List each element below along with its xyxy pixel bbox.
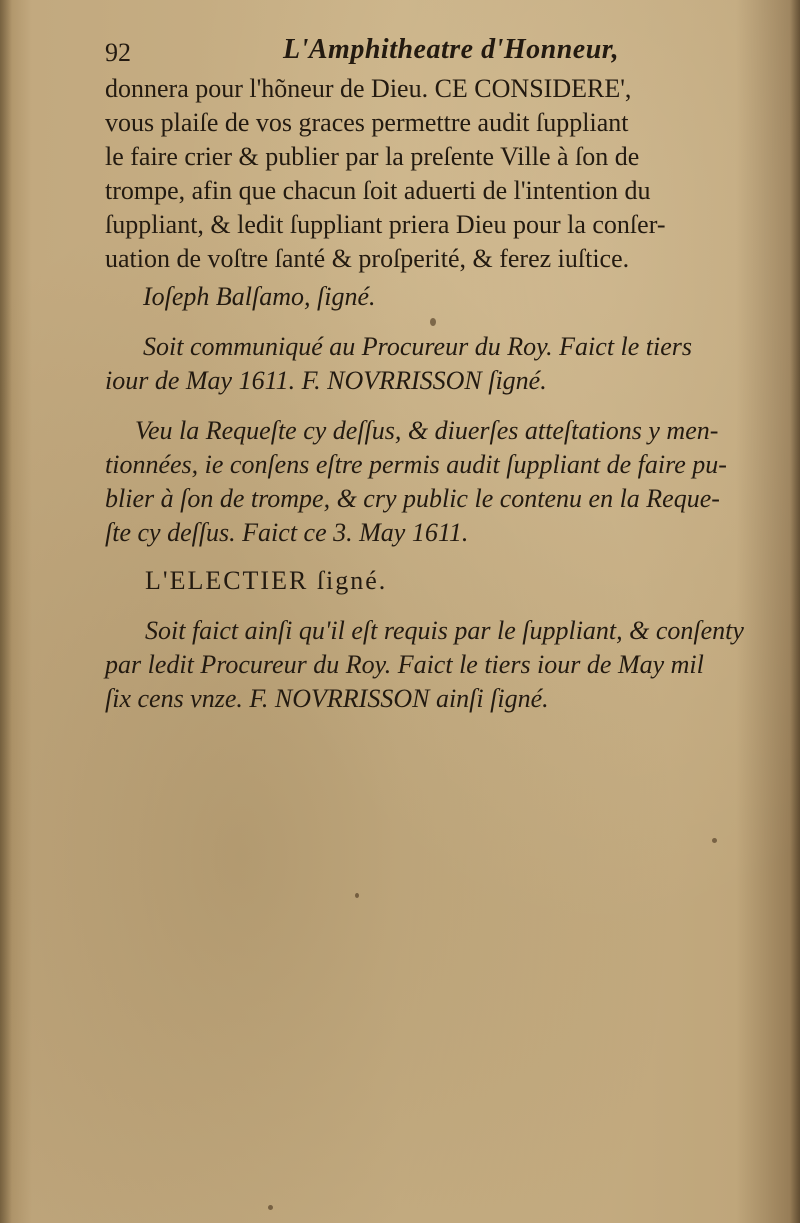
text-line: Veu la Requeſte cy deſſus, & diuerſes atteſtations y men- (135, 416, 719, 445)
text-line: vous plaiſe de vos graces permettre audit ſuppliant (105, 108, 629, 137)
text-line: trompe, afin que chacun ſoit aduerti de l'intention du (105, 176, 651, 205)
ink-spot (355, 893, 359, 898)
signature-electier-block (105, 564, 780, 598)
page-header (103, 30, 763, 70)
text-line: tionnées, ie conſens eſtre permis audit ſuppliant de faire pu- (105, 450, 727, 479)
text-line: ſix cens vnze. F. NOVRRISSON ainſi ſigné. (105, 684, 549, 713)
text-line: iour de May 1611. F. NOVRRISSON ſigné. (105, 366, 547, 395)
page-gutter-shadow (0, 0, 12, 1223)
page-number: 92 (105, 38, 131, 67)
body-text (105, 72, 780, 716)
paragraph-petition (105, 72, 780, 314)
ink-spot (712, 838, 717, 843)
text-line: ſuppliant, & ledit ſuppliant priera Dieu pour la conſer- (105, 210, 666, 239)
ink-spot (268, 1205, 273, 1210)
paragraph-communique (105, 330, 780, 398)
text-line: le faire crier & publier par la preſente Ville à ſon de (105, 142, 640, 171)
signature-electier: L'ELECTIER ſigné. (145, 566, 388, 595)
text-line: blier à ſon de trompe, & cry public le contenu en la Reque- (105, 484, 720, 513)
page-edge-shadow (790, 0, 800, 1223)
text-line: par ledit Procureur du Roy. Faict le tiers iour de May mil (105, 650, 704, 679)
text-line: ſte cy deſſus. Faict ce 3. May 1611. (105, 518, 469, 547)
text-line: donnera pour l'hõneur de Dieu. CE CONSIDERE', (105, 74, 632, 103)
text-line: Soit communiqué au Procureur du Roy. Faict le tiers (143, 332, 693, 361)
signature-balsamo: Ioſeph Balſamo, ſigné. (143, 282, 376, 311)
text-line: Soit faict ainſi qu'il eſt requis par le ſuppliant, & conſenty (145, 616, 744, 645)
paragraph-decree (105, 614, 780, 716)
paragraph-consent (105, 414, 780, 550)
running-title: L'Amphitheatre d'Honneur, (283, 34, 620, 65)
text-line: uation de voſtre ſanté & proſperité, & ferez iuſtice. (105, 244, 630, 273)
